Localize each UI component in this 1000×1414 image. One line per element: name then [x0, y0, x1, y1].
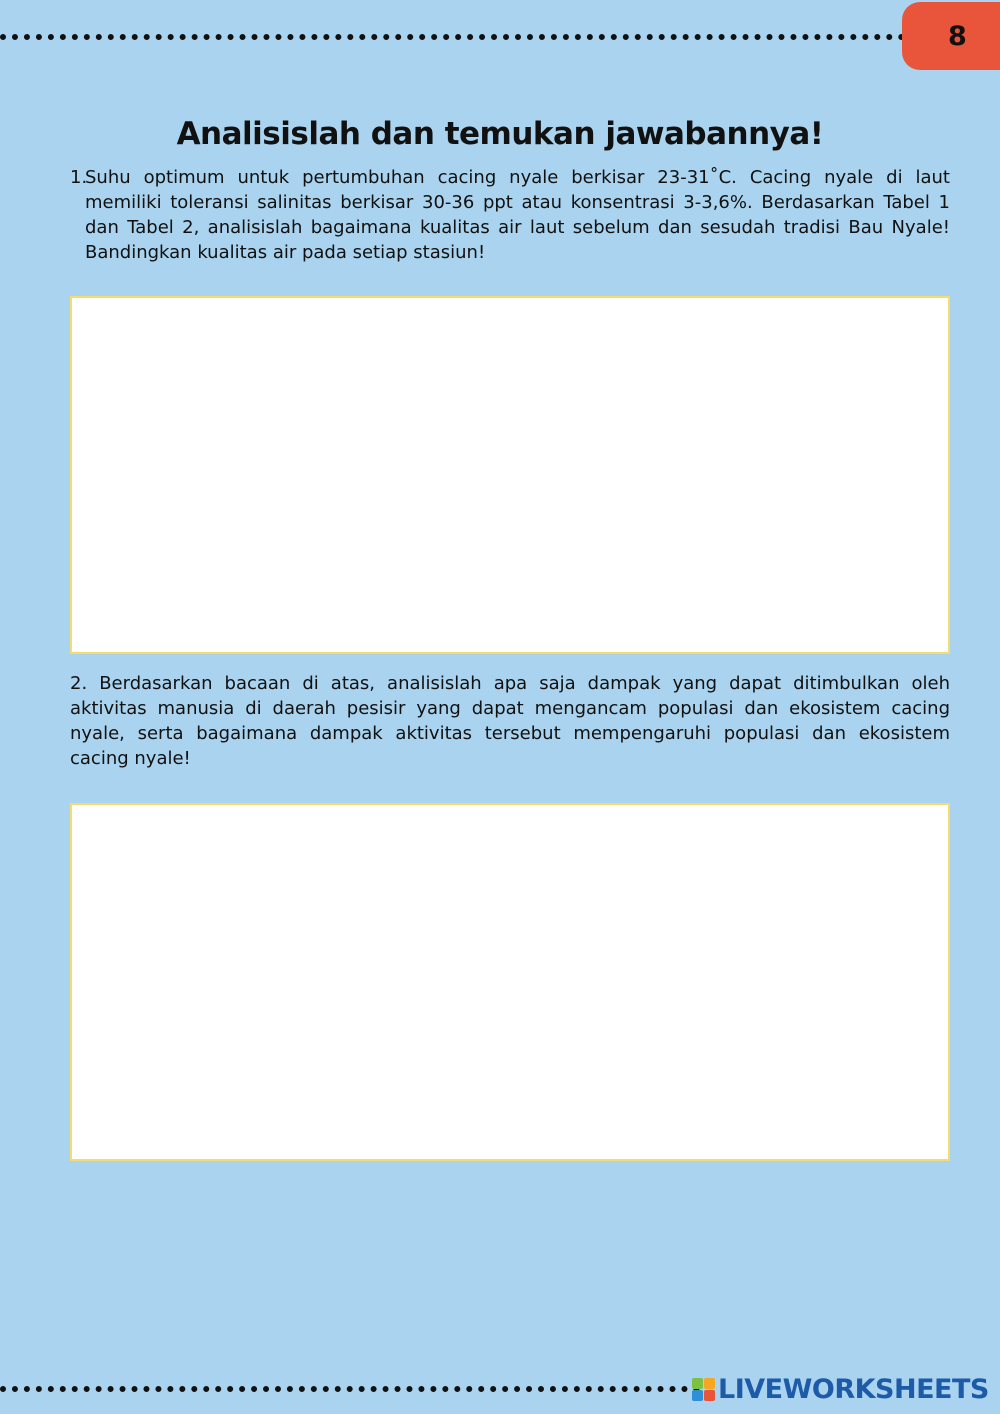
logo-mark-square-e [704, 1390, 715, 1401]
page-title: Analisislah dan temukan jawabannya! [176, 116, 824, 152]
liveworksheets-logo [692, 1372, 989, 1406]
top-dotted-divider [0, 34, 905, 40]
logo-mark-square-i [704, 1378, 715, 1389]
logo-mark-square-l [692, 1378, 703, 1389]
liveworksheets-logo-text: LIVEWORKSHEETS [718, 1373, 989, 1405]
question-2-text: 2. Berdasarkan bacaan di atas, analisislah apa saja dampak yang dapat ditimbulkan oleh aktivitas manusia di daerah pesisir yang dapat mengancam populasi dan ekosistem cacing nyale, serta bagaimana dampak aktivitas tersebut mempengaruhi populasi dan ekosistem cacing nyale! [70, 673, 950, 769]
question-1-number: 1. [70, 167, 88, 188]
question-1-text: Suhu optimum untuk pertumbuhan cacing nyale berkisar 23-31˚C. Cacing nyale di laut memiliki toleransi salinitas berkisar 30-36 ppt atau konsentrasi 3-3,6%. Berdasarkan Tabel 1 dan Tabel 2, analisislah bagaimana kualitas air laut sebelum dan sesudah tradisi Bau Nyale! Bandingkan kualitas air pada setiap stasiun! [85, 167, 950, 263]
answer-box-2[interactable] [70, 803, 950, 1161]
question-1 [70, 165, 950, 265]
page-number-badge [902, 2, 1000, 70]
answer-box-1[interactable] [70, 296, 950, 654]
bottom-dotted-divider [0, 1386, 700, 1392]
logo-mark-square-v [692, 1390, 703, 1401]
page-number: 8 [948, 20, 967, 52]
liveworksheets-logo-icon [692, 1378, 715, 1401]
